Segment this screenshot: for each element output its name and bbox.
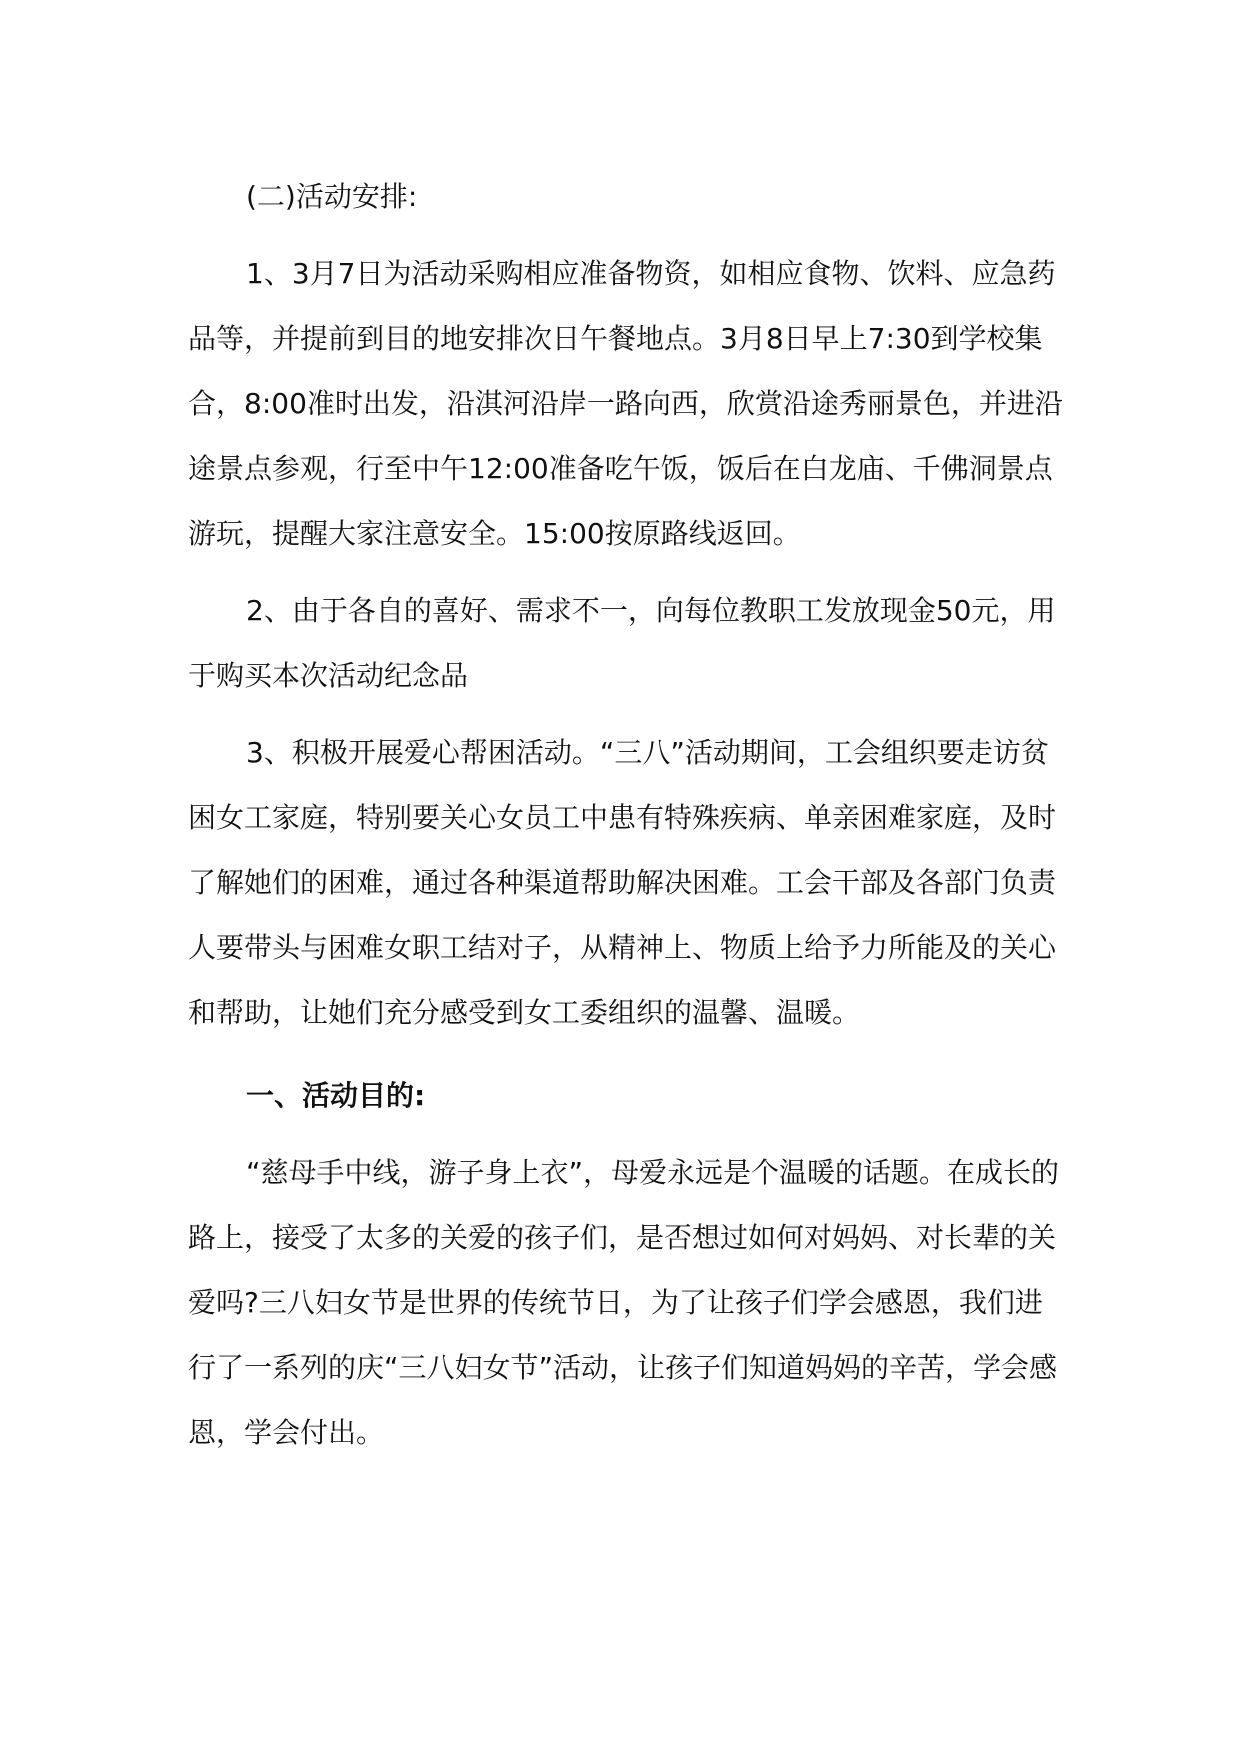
- section-two-heading: (二)活动安排:: [246, 180, 418, 213]
- document-body: [188, 164, 1068, 1465]
- section-one-heading: 一、活动目的:: [246, 1079, 426, 1112]
- activity-item-1: 1、3月7日为活动采购相应准备物资，如相应食物、饮料、应急药品等，并提前到目的地安排次日午餐地点。3月8日早上7:30到学校集合，8:00准时出发，沿淇河沿岸一路向西，欣赏沿途秀丽景色，并进沿途景点参观，行至中午12:00准备吃午饭，饭后在白龙庙、千佛洞景点游玩，提醒大家注意安全。15:00按原路线返回。: [188, 257, 1063, 550]
- purpose-paragraph: “慈母手中线，游子身上衣”，母爱永远是个温暖的话题。在成长的路上，接受了太多的关爱的孩子们，是否想过如何对妈妈、对长辈的关爱吗?三八妇女节是世界的传统节日，为了让孩子们学会感恩，我们进行了一系列的庆“三八妇女节”活动，让孩子们知道妈妈的辛苦，学会感恩，学会付出。: [188, 1156, 1060, 1449]
- activity-item-2: 2、由于各自的喜好、需求不一，向每位教职工发放现金50元，用于购买本次活动纪念品: [188, 594, 1056, 692]
- activity-item-3: 3、积极开展爱心帮困活动。“三八”活动期间，工会组织要走访贫困女工家庭，特别要关心女员工中患有特殊疾病、单亲困难家庭，及时了解她们的困难，通过各种渠道帮助解决困难。工会干部及各部门负责人要带头与困难女职工结对子，从精神上、物质上给予力所能及的关心和帮助，让她们充分感受到女工委组织的温馨、温暖。: [188, 736, 1057, 1029]
